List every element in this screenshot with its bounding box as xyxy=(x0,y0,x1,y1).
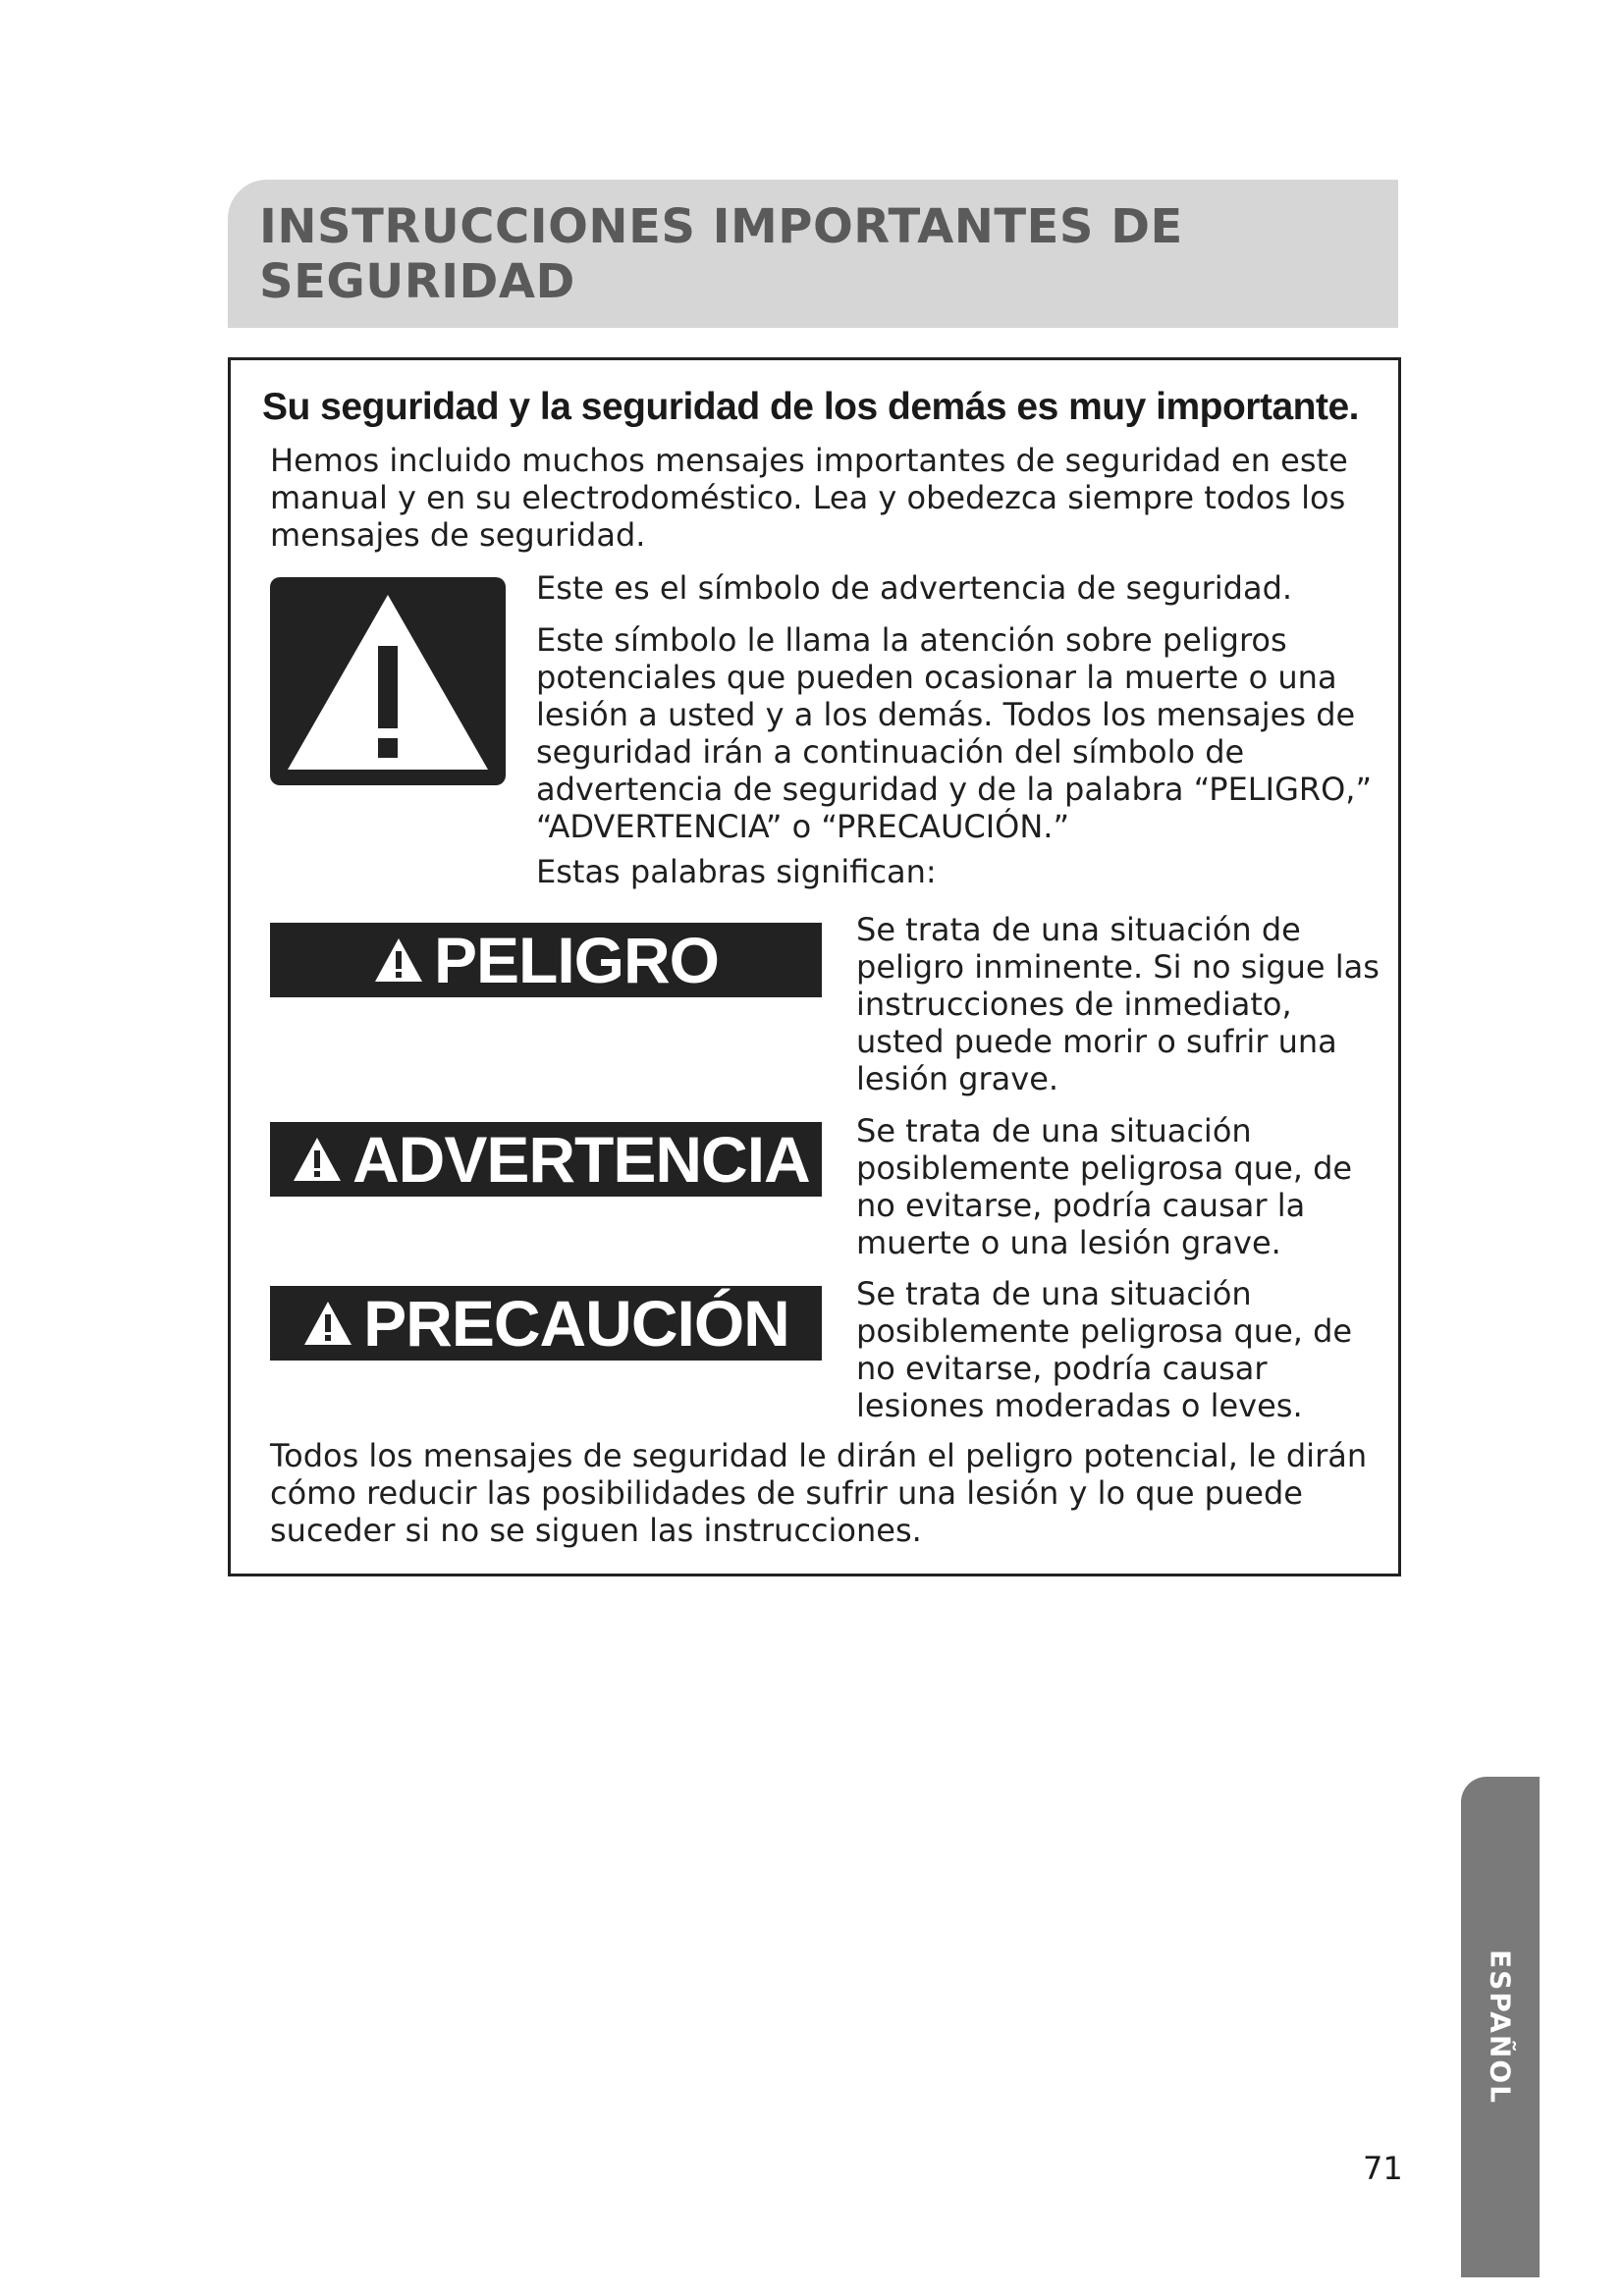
signal-word-label: ADVERTENCIA xyxy=(352,1123,810,1196)
closing-line: Todos los mensajes de seguridad le dirán el peligro potencial, le dirán xyxy=(270,1437,1368,1474)
definition-line: no evitarse, podría causar la xyxy=(856,1187,1306,1224)
signal-word-label: PELIGRO xyxy=(433,924,720,996)
warning-triangle-icon xyxy=(373,936,424,984)
definition-line: usted puede morir o sufrir una xyxy=(856,1023,1337,1060)
symbol-desc-line: seguridad irán a continuación del símbolo de xyxy=(536,733,1245,771)
definition-line: Se trata de una situación xyxy=(856,1112,1252,1149)
signal-word-label: PRECAUCIÓN xyxy=(363,1287,789,1360)
symbol-desc-line: potenciales que pueden ocasionar la muerte o una xyxy=(536,659,1337,696)
page-title-line-2: SEGURIDAD xyxy=(259,254,575,309)
safety-info-box xyxy=(228,357,1401,1576)
language-tab xyxy=(1461,1777,1540,2277)
signal-word-precaucion xyxy=(270,1286,822,1361)
symbol-caption-text: Este es el símbolo de advertencia de seguridad. xyxy=(536,569,1293,607)
signal-word-peligro xyxy=(270,923,822,997)
definition-line: peligro inminente. Si no sigue las xyxy=(856,948,1380,986)
intro-paragraph xyxy=(270,442,1348,554)
warning-triangle-icon xyxy=(302,1300,353,1347)
definition-line: instrucciones de inmediato, xyxy=(856,986,1292,1023)
warning-triangle-icon xyxy=(270,577,506,785)
symbol-caption xyxy=(536,569,1292,607)
definition-line: posiblemente peligrosa que, de xyxy=(856,1149,1353,1187)
page-title-line-1: INSTRUCCIONES IMPORTANTES DE xyxy=(259,199,1183,254)
closing-paragraph xyxy=(270,1437,1367,1549)
symbol-desc-line: lesión a usted y a los demás. Todos los mensajes de xyxy=(536,696,1356,733)
closing-line: suceder si no se siguen las instrucciones. xyxy=(270,1512,922,1549)
language-tab-label: ESPAÑOL xyxy=(1484,1949,1517,2105)
advertencia-definition xyxy=(856,1112,1352,1261)
definition-line: posiblemente peligrosa que, de xyxy=(856,1312,1353,1350)
definition-line: Se trata de una situación xyxy=(856,1275,1252,1312)
definition-line: muerte o una lesión grave. xyxy=(856,1224,1281,1261)
intro-line: Hemos incluido muchos mensajes importantes de seguridad en este xyxy=(270,442,1348,479)
box-heading: Su seguridad y la seguridad de los demás es muy importante. xyxy=(262,386,1360,428)
symbol-desc-line: advertencia de seguridad y de la palabra “PELIGRO,” xyxy=(536,771,1373,808)
words-meaning-text: Estas palabras significan: xyxy=(536,853,937,890)
intro-line: manual y en su electrodoméstico. Lea y obedezca siempre todos los xyxy=(270,479,1346,516)
peligro-definition xyxy=(856,911,1380,1097)
symbol-description xyxy=(536,621,1372,845)
definition-line: Se trata de una situación de xyxy=(856,911,1301,948)
definition-line: lesión grave. xyxy=(856,1060,1059,1097)
closing-line: cómo reducir las posibilidades de sufrir una lesión y lo que puede xyxy=(270,1474,1303,1512)
definition-line: lesiones moderadas o leves. xyxy=(856,1387,1303,1424)
warning-triangle-icon xyxy=(292,1136,343,1183)
section-header xyxy=(228,180,1398,328)
symbol-desc-line: “ADVERTENCIA” o “PRECAUCIÓN.” xyxy=(536,808,1070,845)
page-number: 71 xyxy=(1363,2150,1403,2187)
words-meaning-intro xyxy=(536,853,937,890)
signal-word-advertencia xyxy=(270,1122,822,1197)
intro-line: mensajes de seguridad. xyxy=(270,516,646,554)
precaucion-definition xyxy=(856,1275,1352,1424)
page-title xyxy=(259,199,1398,309)
definition-line: no evitarse, podría causar xyxy=(856,1350,1268,1387)
symbol-desc-line: Este símbolo le llama la atención sobre peligros xyxy=(536,621,1287,659)
